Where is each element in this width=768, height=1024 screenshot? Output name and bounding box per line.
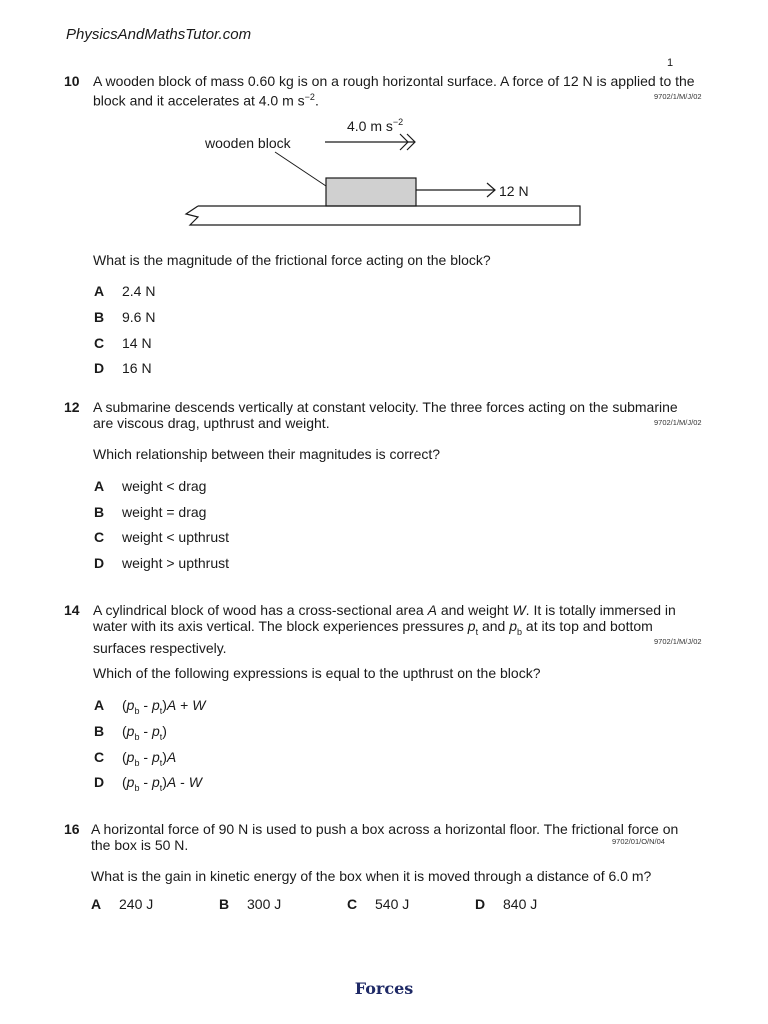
q10-option-c-text: 14 N bbox=[122, 335, 152, 351]
q12-option-c-text: weight < upthrust bbox=[122, 529, 230, 545]
q12-line2: are viscous drag, upthrust and weight. bbox=[93, 415, 330, 431]
q12-option-b-letter: B bbox=[94, 504, 105, 520]
question-14-number: 14 bbox=[64, 602, 80, 618]
q14-option-a-letter: A bbox=[94, 697, 105, 713]
footer-title: Forces bbox=[354, 979, 414, 998]
block-diagram bbox=[180, 112, 600, 232]
q12-prompt: Which relationship between their magnitudes is correct? bbox=[93, 446, 441, 462]
question-14-text bbox=[93, 602, 705, 656]
q16-option-c-letter: C bbox=[347, 896, 358, 912]
q10-option-d-text: 16 N bbox=[122, 360, 152, 376]
q14-prompt: Which of the following expressions is equal to the upthrust on the block? bbox=[93, 665, 541, 681]
question-12-text bbox=[93, 399, 705, 431]
q10-option-a-letter: A bbox=[94, 283, 105, 299]
q16-option-a-text: 240 J bbox=[119, 896, 154, 912]
q16-option-b-letter: B bbox=[219, 896, 230, 912]
q16-code: 9702/01/O/N/04 bbox=[612, 837, 665, 846]
q12-option-d-text: weight > upthrust bbox=[122, 555, 230, 571]
question-10-number: 10 bbox=[64, 73, 80, 89]
question-16-number: 16 bbox=[64, 821, 80, 837]
q10-line2: block and it accelerates at 4.0 m $s^{-2}$. bbox=[93, 92, 319, 109]
q16-option-d-text: 840 J bbox=[503, 896, 538, 912]
q14-line1: A cylindrical block of wood has a cross-sectional area A and weight W. It is totally immersed in bbox=[93, 602, 676, 618]
q16-prompt: What is the gain in kinetic energy of the box when it is moved through a distance of 6.0 m? bbox=[91, 868, 652, 884]
q12-line1: A submarine descends vertically at constant velocity. The three forces acting on the submarine bbox=[93, 399, 678, 415]
rough-surface bbox=[186, 206, 580, 225]
q12-option-d-letter: D bbox=[94, 555, 105, 571]
site-name: PhysicsAndMathsTutor.com bbox=[66, 26, 252, 43]
question-10-text bbox=[93, 73, 705, 109]
q14-code: 9702/1/M/J/02 bbox=[654, 637, 702, 646]
q12-option-a-text: weight < drag bbox=[122, 478, 207, 494]
q10-option-b-letter: B bbox=[94, 309, 105, 325]
q10-option-b-text: 9.6 N bbox=[122, 309, 156, 325]
q12-code: 9702/1/M/J/02 bbox=[654, 418, 702, 427]
q14-option-b-letter: B bbox=[94, 723, 105, 739]
label-force: 12 N bbox=[499, 183, 529, 199]
q10-option-c-letter: C bbox=[94, 335, 105, 351]
q14-option-c-text: $(p_b - p_t)A$ bbox=[122, 749, 177, 768]
q16-option-a-letter: A bbox=[91, 896, 102, 912]
q10-line1: A wooden block of mass 0.60 kg is on a rough horizontal surface. A force of 12 N is applied to the bbox=[93, 73, 695, 89]
q16-option-c-text: 540 J bbox=[375, 896, 410, 912]
q16-line1: A horizontal force of 90 N is used to push a box across a horizontal floor. The frictional force on bbox=[91, 821, 679, 837]
q14-line3: surfaces respectively. bbox=[93, 639, 227, 656]
question-12-number: 12 bbox=[64, 399, 80, 415]
q12-option-a-letter: A bbox=[94, 478, 105, 494]
q14-option-d-letter: D bbox=[94, 774, 105, 790]
wooden-block bbox=[326, 178, 416, 206]
q10-option-d-letter: D bbox=[94, 360, 105, 376]
label-leader-line bbox=[275, 152, 326, 186]
q16-option-d-letter: D bbox=[475, 896, 486, 912]
question-16-text bbox=[91, 821, 691, 853]
page-number: 1 bbox=[667, 57, 674, 69]
q14-option-a-text: $(p_b - p_t)A + W$ bbox=[122, 697, 206, 716]
label-acceleration: 4.0 m $s^{-2}$ bbox=[347, 117, 404, 134]
q14-option-c-letter: C bbox=[94, 749, 105, 765]
q14-option-d-text: $(p_b - p_t)A$ - W bbox=[122, 774, 202, 793]
label-wooden-block: wooden block bbox=[205, 135, 291, 151]
q16-line2: the box is 50 N. bbox=[91, 837, 189, 853]
q12-option-b-text: weight = drag bbox=[122, 504, 207, 520]
q12-option-c-letter: C bbox=[94, 529, 105, 545]
q14-option-b-text: $(p_b - p_t)$ bbox=[122, 723, 167, 742]
q10-code: 9702/1/M/J/02 bbox=[654, 92, 702, 101]
q10-option-a-text: 2.4 N bbox=[122, 283, 156, 299]
q10-prompt: What is the magnitude of the frictional force acting on the block? bbox=[93, 252, 491, 268]
q14-line2: water with its axis vertical. The block experiences pressures $p_t$ and $p_b$ at its top and bottom bbox=[93, 618, 653, 637]
q16-option-b-text: 300 J bbox=[247, 896, 282, 912]
